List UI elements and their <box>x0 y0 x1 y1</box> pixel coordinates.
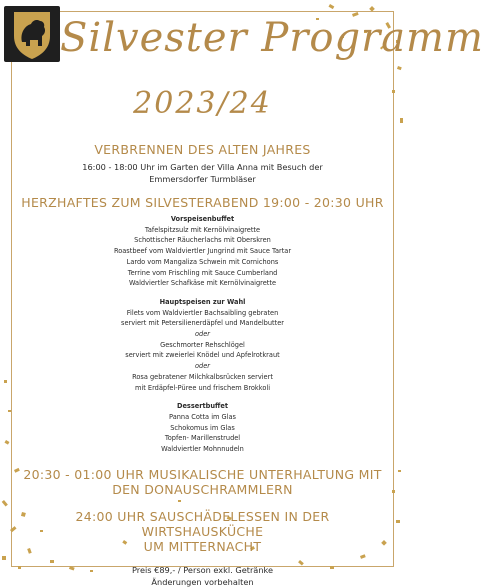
hotel-logo <box>4 6 60 62</box>
menu-separator: oder <box>195 330 210 339</box>
year-heading: 2023/24 <box>133 86 272 121</box>
menu-subtitle-mains: Hauptspeisen zur Wahl <box>159 297 246 306</box>
menu-separator: oder <box>195 362 210 371</box>
menu-item: Tafelspitzsulz mit Kernölvinaigrette <box>144 225 261 234</box>
menu-item: Terrine vom Frischling mit Sauce Cumberland <box>127 268 278 277</box>
menu-item: Rosa gebratener Milchkalbsrücken serviert <box>132 372 273 381</box>
menu-subtitle-dessert: Dessertbuffet <box>176 402 229 411</box>
menu-item: Geschmorter Rehschlögel <box>160 340 245 349</box>
page-title: Silvester Programm <box>60 15 484 61</box>
menu-item: Waldviertler Schafkäse mit Kernölvinaigrette <box>128 279 277 288</box>
price-info: Preis €89,- / Person exkl. Getränke <box>131 564 274 575</box>
section-heading-midnight: 24:00 UHR SAUSCHÄDELESSEN IN DER WIRTSHAUSKÜCHE <box>75 508 330 539</box>
bear-crest-icon <box>4 6 60 62</box>
menu-item: serviert mit zweierlei Knödel und Apfelrotkraut <box>125 351 280 360</box>
section-heading-midnight-line2: UM MITTERNACHT <box>143 538 262 554</box>
section-heading-music-line2: DEN DONAUSCHRAMMLERN <box>112 481 293 497</box>
section-heading-old-year: VERBRENNEN DES ALTEN JAHRES <box>94 142 311 157</box>
menu-item: Roastbeef vom Waldviertler Jungrind mit Sauce Tartar <box>113 247 292 256</box>
menu-subtitle-starters: Vorspeisenbuffet <box>170 215 235 223</box>
menu-item: Schottischer Räucherlachs mit Oberskren <box>134 236 271 245</box>
menu-item: Schokomus im Glas <box>170 423 235 432</box>
section-heading-music: 20:30 - 01:00 UHR MUSIKALISCHE UNTERHALTUNG MIT <box>23 466 382 482</box>
menu-item: Filets vom Waldviertler Bachsaibling gebraten <box>126 308 279 317</box>
menu-item: Lardo vom Mangaliza Schwein mit Cornichons <box>126 257 279 266</box>
menu-item: Waldviertler Mohnnudeln <box>161 445 244 454</box>
menu-item: Topfen- Marillenstrudel <box>164 434 241 443</box>
text-line: 16:00 - 18:00 Uhr im Garten der Villa Anna mit Besuch der <box>82 162 323 172</box>
text-line: Emmersdorfer Turmbläser <box>149 174 256 184</box>
changes-note: Änderungen vorbehalten <box>151 576 254 587</box>
menu-item: serviert mit Petersilienerdäpfel und Mandelbutter <box>121 319 284 328</box>
section-heading-dinner: HERZHAFTES ZUM SILVESTERABEND 19:00 - 20:30 UHR <box>21 195 384 210</box>
menu-item: mit Erdäpfel-Püree und frischem Brokkoli <box>134 383 271 392</box>
menu-item: Panna Cotta im Glas <box>169 412 236 421</box>
programme-content <box>14 142 391 588</box>
